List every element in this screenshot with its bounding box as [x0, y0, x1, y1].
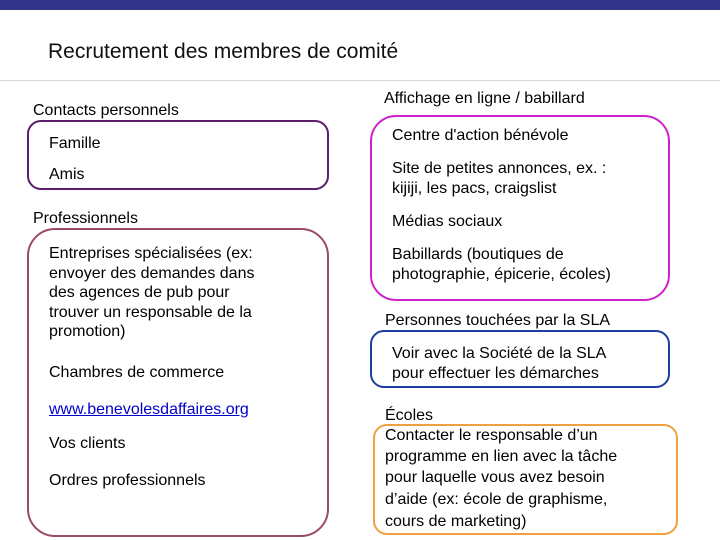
professional-item-chambers: Chambres de commerce [49, 364, 225, 381]
posting-item-social-media: Médias sociaux [392, 213, 503, 230]
professional-item-specialized-line1: Entreprises spécialisées (ex: [49, 245, 253, 262]
sla-heading: Personnes touchées par la SLA [385, 312, 611, 329]
posting-item-classifieds-line2: kijiji, les pacs, craigslist [392, 179, 557, 197]
posting-item-classifieds-line1: Site de petites annonces, ex. : [392, 160, 607, 177]
posting-item-boards-line1: Babillards (boutiques de [392, 246, 564, 263]
professional-item-orders: Ordres professionnels [49, 472, 206, 489]
professional-item-specialized-line4: trouver un responsable de la [49, 303, 252, 321]
title-divider [0, 80, 720, 81]
benevoles-link[interactable]: www.benevolesdaffaires.org [49, 401, 249, 418]
posting-item-boards-line2: photographie, épicerie, écoles) [392, 265, 611, 283]
professionals-heading: Professionnels [33, 210, 138, 227]
page-title: Recrutement des membres de comité [48, 40, 399, 63]
schools-item-line2: programme en lien avec la tâche [385, 448, 618, 465]
top-accent-bar [0, 0, 720, 10]
personal-contacts-heading: Contacts personnels [33, 102, 179, 119]
professional-item-specialized-line5: promotion) [49, 323, 126, 340]
schools-item-line5: cours de marketing) [385, 513, 527, 530]
posting-heading: Affichage en ligne / babillard [384, 90, 585, 107]
schools-item-line1: Contacter le responsable d’un [385, 427, 598, 444]
personal-item-family: Famille [49, 135, 101, 152]
professional-item-specialized-line3: des agences de pub pour [49, 284, 230, 301]
personal-item-friends: Amis [49, 166, 85, 183]
posting-item-volunteer-center: Centre d'action bénévole [392, 127, 569, 144]
sla-item-line1: Voir avec la Société de la SLA [392, 345, 607, 362]
sla-item-line2: pour effectuer les démarches [392, 364, 599, 382]
professional-item-clients: Vos clients [49, 435, 126, 452]
professional-item-specialized-line2: envoyer des demandes dans [49, 264, 255, 282]
schools-heading: Écoles [385, 407, 434, 424]
schools-item-line4: d’aide (ex: école de graphisme, [385, 491, 608, 508]
schools-item-line3: pour laquelle vous avez besoin [385, 469, 605, 486]
